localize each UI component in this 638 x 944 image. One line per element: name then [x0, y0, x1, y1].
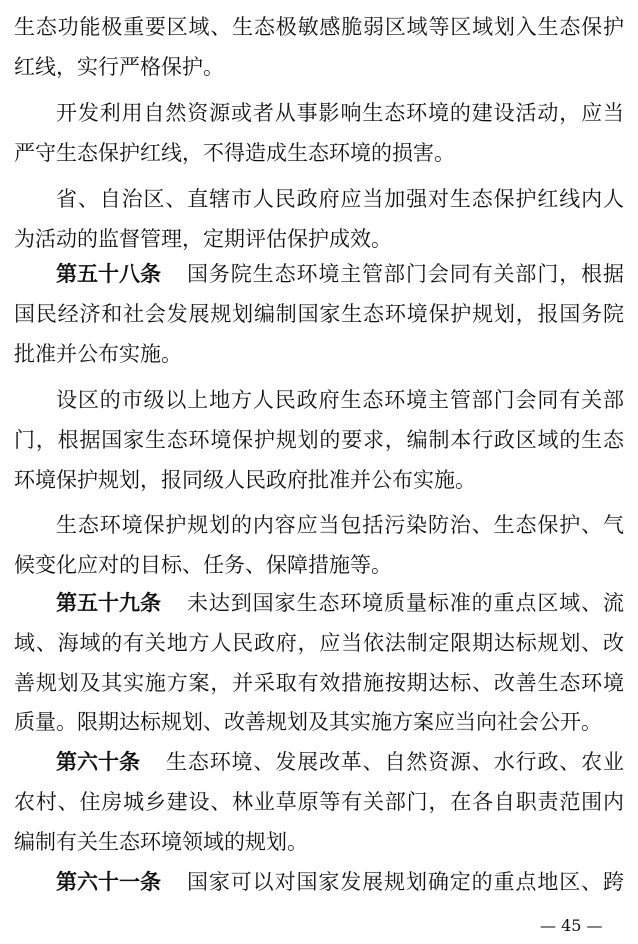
text-line: 生态环境、发展改革、自然资源、水行政、农业 [166, 750, 624, 774]
text-line: 质量。限期达标规划、改善规划及其实施方案应当向社会公开。 [14, 710, 602, 734]
text-line: 国务院生态环境主管部门会同有关部门，根据 [187, 262, 624, 286]
text-line: 未达到国家生态环境质量标准的重点区域、流 [187, 591, 624, 615]
article-60-first-line [56, 742, 624, 782]
text-line: 国家可以对国家发展规划确定的重点地区、跨 [187, 870, 624, 894]
text-line: 为活动的监督管理，定期评估保护成效。 [14, 227, 392, 251]
article-61-first-line [56, 862, 624, 902]
text-line: 批准并公布实施。 [14, 342, 182, 366]
text-line: 环境保护规划，报同级人民政府批准并公布实施。 [14, 468, 476, 492]
page-number: — 45 — [540, 916, 603, 935]
text-line: 编制有关生态环境领域的规划。 [14, 830, 308, 854]
text-line: 严守生态保护红线，不得造成生态环境的损害。 [14, 141, 455, 165]
article-58-first-line [56, 254, 624, 294]
article-heading: 第五十九条 [56, 591, 161, 615]
text-line: 省、自治区、直辖市人民政府应当加强对生态保护红线内人 [56, 187, 624, 211]
text-line: 域、海域的有关地方人民政府，应当依法制定限期达标规划、改 [14, 631, 624, 655]
text-line: 国民经济和社会发展规划编制国家生态环境保护规划，报国务院 [14, 302, 624, 326]
text-line: 门，根据国家生态环境保护规划的要求，编制本行政区域的生态 [14, 428, 624, 452]
text-line: 设区的市级以上地方人民政府生态环境主管部门会同有关部 [56, 388, 624, 412]
article-heading: 第六十一条 [56, 870, 161, 894]
text-line: 开发利用自然资源或者从事影响生态环境的建设活动，应当 [56, 101, 624, 125]
text-line: 红线，实行严格保护。 [14, 55, 224, 79]
text-line: 生态功能极重要区域、生态极敏感脆弱区域等区域划入生态保护 [14, 15, 624, 39]
text-line: 生态环境保护规划的内容应当包括污染防治、生态保护、气 [56, 513, 624, 537]
article-heading: 第五十八条 [56, 262, 161, 286]
text-line: 善规划及其实施方案，并采取有效措施按期达标、改善生态环境 [14, 671, 624, 695]
article-heading: 第六十条 [56, 750, 140, 774]
text-line: 候变化应对的目标、任务、保障措施等。 [14, 553, 392, 577]
text-line: 农村、住房城乡建设、林业草原等有关部门，在各自职责范围内 [14, 790, 624, 814]
article-59-first-line [56, 583, 624, 623]
